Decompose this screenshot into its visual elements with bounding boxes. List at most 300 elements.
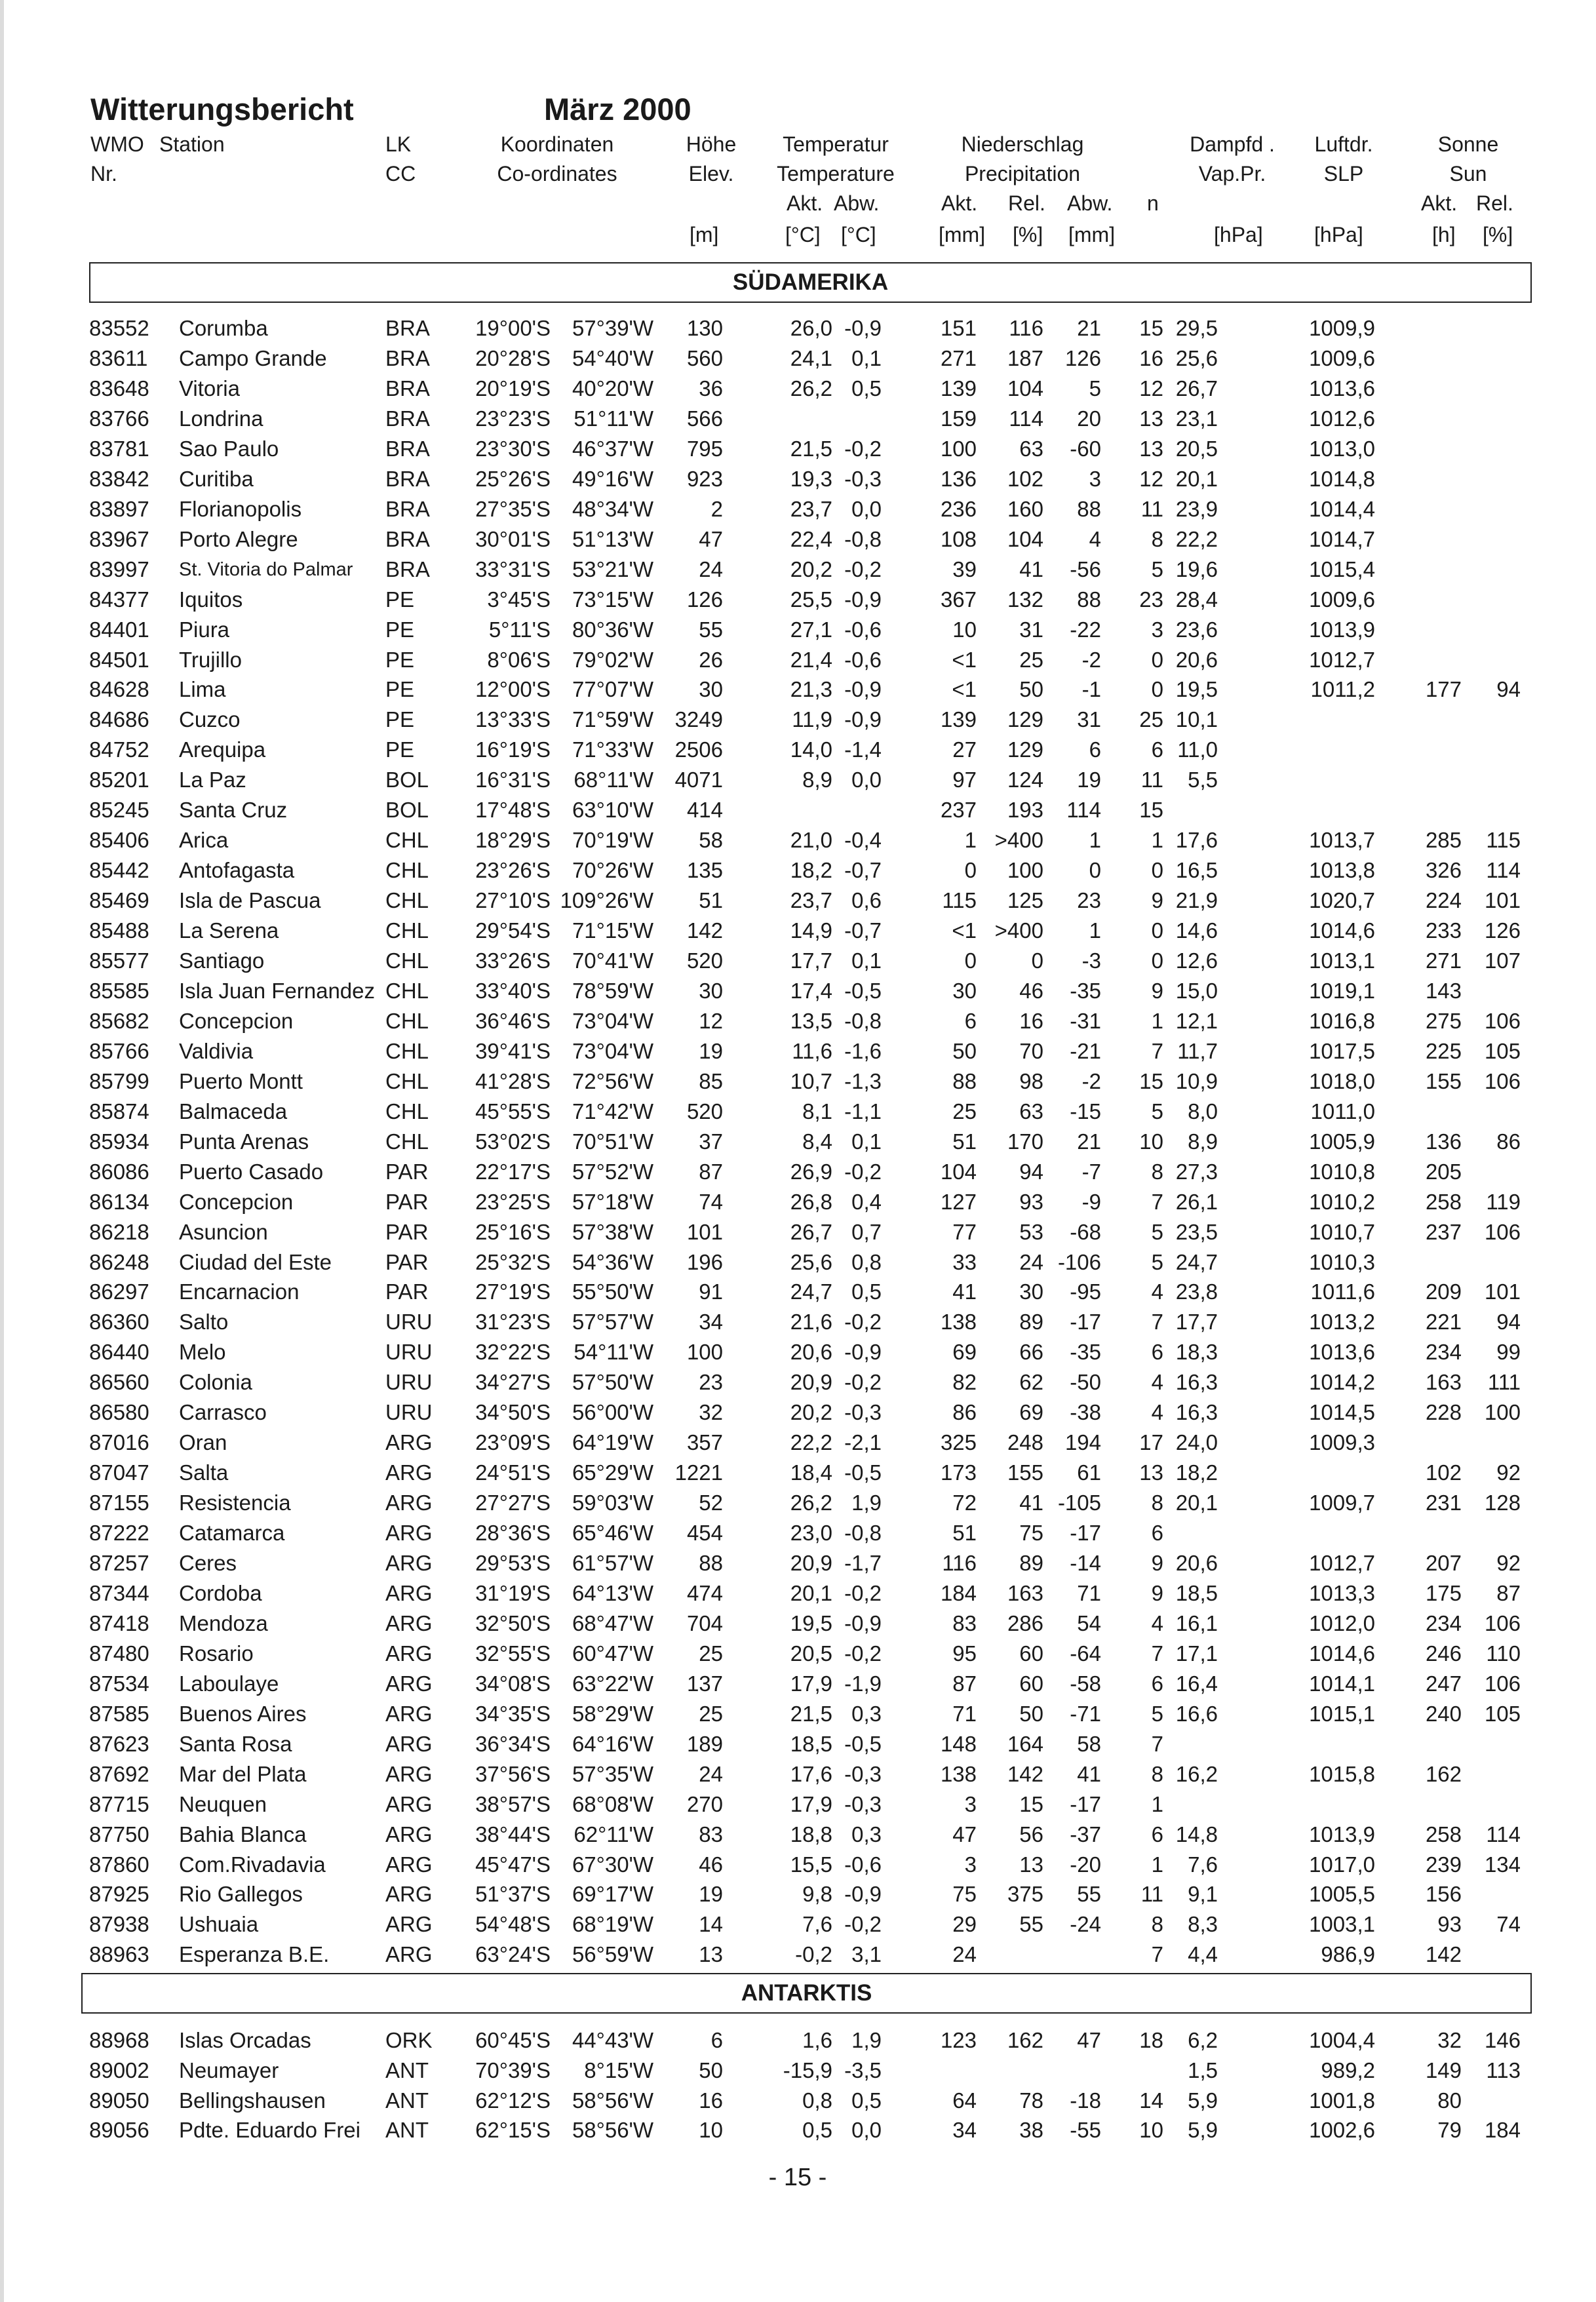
prec-akt-cell: 138 [940, 1761, 977, 1786]
temp-abw-cell: -1,4 [844, 737, 882, 762]
elevation-cell: 26 [699, 647, 723, 672]
station-name-cell: Santa Cruz [179, 798, 288, 823]
table-row [0, 1488, 1596, 1518]
table-row [0, 886, 1596, 916]
wmo-number-cell: 83781 [89, 436, 149, 461]
header-coordinates-en: Co-ordinates [497, 162, 617, 185]
elevation-cell: 357 [686, 1430, 723, 1455]
prec-akt-cell: 100 [940, 436, 977, 461]
temp-abw-cell: -1,9 [844, 1671, 882, 1696]
longitude-cell: 78°59'W [572, 978, 653, 1003]
temp-abw-cell: -0,6 [844, 1852, 882, 1877]
prec-days-cell: 4 [1151, 1400, 1163, 1425]
header-niederschlag: Niederschlag [961, 132, 1084, 156]
country-code-cell: BOL [385, 798, 429, 823]
vapour-pressure-cell: 12,1 [1175, 1008, 1218, 1033]
sea-level-pressure-cell: 1013,7 [1309, 828, 1375, 853]
station-name-cell: Florianopolis [179, 496, 302, 521]
prec-days-cell: 8 [1151, 1761, 1163, 1786]
prec-rel-cell: 164 [1007, 1731, 1043, 1756]
header-sun-rel: Rel. [1476, 191, 1513, 215]
prec-akt-cell: 108 [940, 526, 977, 551]
wmo-number-cell: 89002 [89, 2058, 149, 2082]
prec-rel-cell: 63 [1019, 436, 1043, 461]
vapour-pressure-cell: 8,9 [1188, 1129, 1218, 1154]
temp-abw-cell: -0,3 [844, 466, 882, 491]
sea-level-pressure-cell: 1005,9 [1309, 1129, 1375, 1154]
vapour-pressure-cell: 26,7 [1175, 376, 1218, 400]
sun-rel-cell: 114 [1486, 858, 1521, 883]
elevation-cell: 30 [699, 677, 723, 702]
station-name-cell: Laboulaye [179, 1671, 279, 1696]
sun-rel-cell: 126 [1484, 918, 1521, 943]
vapour-pressure-cell: 4,4 [1188, 1942, 1218, 1967]
country-code-cell: CHL [385, 1008, 429, 1033]
temp-akt-cell: 18,4 [790, 1460, 832, 1485]
elevation-cell: 30 [699, 978, 723, 1003]
table-row [0, 1127, 1596, 1157]
temp-akt-cell: 27,1 [790, 617, 832, 642]
prec-rel-cell: 124 [1007, 768, 1043, 792]
temp-abw-cell: 0,0 [851, 2118, 882, 2143]
sun-akt-cell: 207 [1425, 1550, 1462, 1575]
latitude-cell: 32°55'S [475, 1641, 551, 1666]
station-name-cell: Ciudad del Este [179, 1249, 332, 1274]
prec-rel-cell: 187 [1007, 346, 1043, 370]
longitude-cell: 67°30'W [572, 1852, 653, 1877]
country-code-cell: PAR [385, 1159, 429, 1184]
longitude-cell: 51°13'W [572, 526, 653, 551]
temp-akt-cell: 23,7 [790, 888, 832, 913]
temp-akt-cell: 11,6 [792, 1038, 832, 1063]
latitude-cell: 60°45'S [475, 2028, 551, 2052]
prec-akt-cell: 367 [940, 587, 977, 612]
sun-akt-cell: 79 [1437, 2118, 1462, 2143]
sun-rel-cell: 128 [1484, 1491, 1521, 1515]
prec-akt-cell: 88 [952, 1068, 977, 1093]
longitude-cell: 68°11'W [574, 768, 653, 792]
sun-akt-cell: 237 [1425, 1219, 1462, 1244]
sun-rel-cell: 74 [1496, 1912, 1521, 1937]
sea-level-pressure-cell: 1020,7 [1309, 888, 1375, 913]
prec-abw-cell: -56 [1070, 556, 1101, 581]
longitude-cell: 57°50'W [572, 1370, 653, 1395]
longitude-cell: 49°16'W [572, 466, 653, 491]
station-name-cell: Valdivia [179, 1038, 254, 1063]
wmo-number-cell: 88963 [89, 1942, 149, 1967]
longitude-cell: 44°43'W [572, 2028, 653, 2052]
table-row [0, 464, 1596, 494]
latitude-cell: 62°15'S [475, 2118, 551, 2143]
elevation-cell: 101 [686, 1219, 723, 1244]
header-unit-percent: [%] [1013, 223, 1043, 246]
wmo-number-cell: 87715 [89, 1791, 149, 1816]
prec-days-cell: 0 [1151, 647, 1163, 672]
prec-rel-cell: 38 [1019, 2118, 1043, 2143]
temp-abw-cell: -0,8 [844, 526, 882, 551]
prec-rel-cell: 132 [1007, 587, 1043, 612]
table-row [0, 1820, 1596, 1850]
table-row [0, 1850, 1596, 1880]
report-period: März 2000 [544, 92, 691, 127]
prec-abw-cell: 114 [1066, 798, 1101, 823]
elevation-cell: 24 [699, 556, 723, 581]
vapour-pressure-cell: 19,5 [1175, 677, 1218, 702]
prec-days-cell: 12 [1139, 466, 1163, 491]
prec-abw-cell: 194 [1064, 1430, 1101, 1455]
prec-days-cell: 8 [1151, 1159, 1163, 1184]
vapour-pressure-cell: 16,3 [1175, 1400, 1218, 1425]
station-name-cell: Arica [179, 828, 229, 853]
wmo-number-cell: 86297 [89, 1279, 149, 1304]
vapour-pressure-cell: 26,1 [1175, 1189, 1218, 1214]
elevation-cell: 4071 [674, 768, 723, 792]
prec-rel-cell: 160 [1007, 496, 1043, 521]
temp-akt-cell: 23,7 [790, 496, 832, 521]
table-row [0, 765, 1596, 795]
vapour-pressure-cell: 20,1 [1175, 1491, 1218, 1515]
sea-level-pressure-cell: 1013,6 [1309, 376, 1375, 400]
prec-akt-cell: 148 [940, 1731, 977, 1756]
vapour-pressure-cell: 18,5 [1175, 1580, 1218, 1605]
country-code-cell: ARG [385, 1822, 433, 1846]
elevation-cell: 126 [686, 587, 723, 612]
sea-level-pressure-cell: 1014,4 [1309, 496, 1375, 521]
elevation-cell: 19 [699, 1882, 723, 1907]
vapour-pressure-cell: 8,0 [1188, 1099, 1218, 1123]
elevation-cell: 88 [699, 1550, 723, 1575]
temp-akt-cell: 24,7 [790, 1279, 832, 1304]
prec-akt-cell: 29 [952, 1912, 977, 1937]
prec-abw-cell: -106 [1057, 1249, 1101, 1274]
sun-rel-cell: 105 [1484, 1038, 1521, 1063]
latitude-cell: 41°28'S [475, 1068, 551, 1093]
prec-abw-cell: 4 [1089, 526, 1101, 551]
wmo-number-cell: 87016 [89, 1430, 149, 1455]
temp-akt-cell: 13,5 [790, 1008, 832, 1033]
prec-akt-cell: 64 [952, 2088, 977, 2113]
latitude-cell: 36°34'S [475, 1731, 551, 1756]
wmo-number-cell: 84628 [89, 677, 149, 702]
report-title: Witterungsbericht [90, 92, 354, 127]
wmo-number-cell: 87692 [89, 1761, 149, 1786]
prec-abw-cell: 1 [1089, 918, 1101, 943]
temp-akt-cell: 19,3 [790, 466, 832, 491]
sea-level-pressure-cell: 1014,7 [1309, 526, 1375, 551]
country-code-cell: BRA [385, 316, 430, 340]
latitude-cell: 53°02'S [475, 1129, 551, 1154]
longitude-cell: 64°16'W [572, 1731, 653, 1756]
table-row [0, 1307, 1596, 1337]
sun-rel-cell: 92 [1496, 1550, 1521, 1575]
sea-level-pressure-cell: 1010,7 [1309, 1219, 1375, 1244]
vapour-pressure-cell: 17,7 [1175, 1310, 1218, 1335]
sun-rel-cell: 114 [1486, 1822, 1521, 1846]
latitude-cell: 34°08'S [475, 1671, 551, 1696]
prec-abw-cell: -7 [1081, 1159, 1101, 1184]
latitude-cell: 30°01'S [475, 526, 551, 551]
wmo-number-cell: 87344 [89, 1580, 149, 1605]
wmo-number-cell: 84686 [89, 707, 149, 732]
wmo-number-cell: 83897 [89, 496, 149, 521]
wmo-number-cell: 84377 [89, 587, 149, 612]
wmo-number-cell: 85799 [89, 1068, 149, 1093]
station-name-cell: Trujillo [179, 647, 242, 672]
prec-abw-cell: -15 [1070, 1099, 1101, 1123]
station-name-cell: Concepcion [179, 1189, 294, 1214]
table-row [0, 1699, 1596, 1729]
sun-akt-cell: 177 [1425, 677, 1462, 702]
country-code-cell: ARG [385, 1671, 433, 1696]
prec-rel-cell: 60 [1019, 1641, 1043, 1666]
temp-abw-cell: -1,7 [844, 1550, 882, 1575]
temp-akt-cell: 22,4 [790, 526, 832, 551]
station-name-cell: La Serena [179, 918, 279, 943]
prec-days-cell: 7 [1151, 1310, 1163, 1335]
vapour-pressure-cell: 16,5 [1175, 858, 1218, 883]
section-title: ANTARKTIS [741, 1980, 872, 2006]
sun-akt-cell: 239 [1425, 1852, 1462, 1877]
prec-abw-cell: -64 [1070, 1641, 1101, 1666]
latitude-cell: 25°26'S [475, 466, 551, 491]
vapour-pressure-cell: 11,0 [1177, 737, 1218, 762]
header-unit-h: [h] [1432, 223, 1456, 246]
latitude-cell: 13°33'S [475, 707, 551, 732]
longitude-cell: 60°47'W [572, 1641, 653, 1666]
country-code-cell: CHL [385, 888, 429, 913]
vapour-pressure-cell: 16,2 [1175, 1761, 1218, 1786]
temp-abw-cell: -0,8 [844, 1521, 882, 1545]
prec-days-cell: 13 [1139, 1460, 1163, 1485]
elevation-cell: 474 [686, 1580, 723, 1605]
sun-rel-cell: 113 [1486, 2058, 1521, 2082]
header-prec-rel: Rel. [1008, 191, 1045, 215]
header-unit-temp-abw: [°C] [841, 223, 876, 246]
country-code-cell: ORK [385, 2028, 433, 2052]
vapour-pressure-cell: 9,1 [1188, 1882, 1218, 1907]
prec-rel-cell: 24 [1019, 1249, 1043, 1274]
country-code-cell: CHL [385, 1099, 429, 1123]
wmo-number-cell: 83842 [89, 466, 149, 491]
prec-akt-cell: 159 [940, 406, 977, 431]
prec-abw-cell: 6 [1089, 737, 1101, 762]
sea-level-pressure-cell: 1015,1 [1309, 1701, 1375, 1726]
prec-days-cell: 7 [1151, 1641, 1163, 1666]
header-lk: LK [385, 132, 412, 156]
temp-abw-cell: -0,2 [844, 1641, 882, 1666]
table-row [0, 1187, 1596, 1217]
longitude-cell: 53°21'W [572, 556, 653, 581]
wmo-number-cell: 87860 [89, 1852, 149, 1877]
table-row [0, 1247, 1596, 1278]
prec-akt-cell: 87 [952, 1671, 977, 1696]
sea-level-pressure-cell: 1010,2 [1309, 1189, 1375, 1214]
temp-akt-cell: 10,7 [790, 1068, 832, 1093]
sun-akt-cell: 221 [1425, 1310, 1462, 1335]
latitude-cell: 33°31'S [475, 556, 551, 581]
latitude-cell: 70°39'S [475, 2058, 551, 2082]
sun-rel-cell: 106 [1484, 1610, 1521, 1635]
sea-level-pressure-cell: 1009,7 [1309, 1491, 1375, 1515]
prec-abw-cell: -1 [1081, 677, 1101, 702]
prec-rel-cell: 41 [1019, 556, 1043, 581]
latitude-cell: 8°06'S [487, 647, 551, 672]
sea-level-pressure-cell: 1015,8 [1309, 1761, 1375, 1786]
wmo-number-cell: 85682 [89, 1008, 149, 1033]
longitude-cell: 68°19'W [572, 1912, 653, 1937]
prec-akt-cell: 123 [940, 2028, 977, 2052]
elevation-cell: 34 [699, 1310, 723, 1335]
vapour-pressure-cell: 10,9 [1175, 1068, 1218, 1093]
vapour-pressure-cell: 11,7 [1177, 1038, 1218, 1063]
longitude-cell: 68°08'W [572, 1791, 653, 1816]
longitude-cell: 8°15'W [584, 2058, 653, 2082]
sea-level-pressure-cell: 1013,9 [1309, 617, 1375, 642]
country-code-cell: ANT [385, 2088, 429, 2113]
temp-akt-cell: 23,0 [790, 1521, 832, 1545]
wmo-number-cell: 84501 [89, 647, 149, 672]
prec-abw-cell: 5 [1089, 376, 1101, 400]
country-code-cell: ARG [385, 1882, 433, 1907]
longitude-cell: 54°11'W [574, 1340, 653, 1365]
sea-level-pressure-cell: 1009,9 [1309, 316, 1375, 340]
temp-abw-cell: -3,5 [844, 2058, 882, 2082]
table-row [0, 1940, 1596, 1970]
table-row [0, 1428, 1596, 1458]
header-nr: Nr. [90, 162, 117, 185]
prec-abw-cell: -18 [1070, 2088, 1101, 2113]
table-row [0, 434, 1596, 464]
latitude-cell: 29°54'S [475, 918, 551, 943]
table-row [0, 1277, 1596, 1307]
latitude-cell: 63°24'S [475, 1942, 551, 1967]
latitude-cell: 23°30'S [475, 436, 551, 461]
country-code-cell: ARG [385, 1791, 433, 1816]
country-code-cell: BRA [385, 496, 430, 521]
wmo-number-cell: 85469 [89, 888, 149, 913]
temp-akt-cell: 14,0 [790, 737, 832, 762]
header-sun-akt: Akt. [1421, 191, 1458, 215]
latitude-cell: 17°48'S [475, 798, 551, 823]
longitude-cell: 57°18'W [572, 1189, 653, 1214]
longitude-cell: 58°29'W [572, 1701, 653, 1726]
station-name-cell: Neumayer [179, 2058, 279, 2082]
latitude-cell: 28°36'S [475, 1521, 551, 1545]
temp-akt-cell: -0,2 [795, 1942, 832, 1967]
elevation-cell: 83 [699, 1822, 723, 1846]
elevation-cell: 270 [686, 1791, 723, 1816]
sea-level-pressure-cell: 1010,3 [1309, 1249, 1375, 1274]
vapour-pressure-cell: 25,6 [1175, 346, 1218, 370]
temp-akt-cell: 11,9 [792, 707, 832, 732]
wmo-number-cell: 86086 [89, 1159, 149, 1184]
prec-rel-cell: 0 [1031, 948, 1043, 973]
longitude-cell: 70°41'W [572, 948, 653, 973]
latitude-cell: 31°23'S [475, 1310, 551, 1335]
prec-akt-cell: 10 [952, 617, 977, 642]
longitude-cell: 71°33'W [572, 737, 653, 762]
prec-akt-cell: 325 [940, 1430, 977, 1455]
station-name-cell: Iquitos [179, 587, 243, 612]
prec-akt-cell: 25 [952, 1099, 977, 1123]
longitude-cell: 54°36'W [572, 1249, 653, 1274]
latitude-cell: 34°35'S [475, 1701, 551, 1726]
temp-akt-cell: 18,5 [790, 1731, 832, 1756]
station-name-cell: Rio Gallegos [179, 1882, 303, 1907]
latitude-cell: 54°48'S [475, 1912, 551, 1937]
prec-abw-cell: -21 [1070, 1038, 1101, 1063]
temp-abw-cell: -0,7 [844, 858, 882, 883]
country-code-cell: CHL [385, 828, 429, 853]
wmo-number-cell: 87623 [89, 1731, 149, 1756]
vapour-pressure-cell: 23,8 [1175, 1279, 1218, 1304]
prec-days-cell: 17 [1139, 1430, 1163, 1455]
prec-akt-cell: 138 [940, 1310, 977, 1335]
prec-rel-cell: 75 [1019, 1521, 1043, 1545]
sea-level-pressure-cell: 1004,4 [1309, 2028, 1375, 2052]
sea-level-pressure-cell: 1017,0 [1309, 1852, 1375, 1877]
table-row [0, 1909, 1596, 1940]
prec-days-cell: 15 [1139, 1068, 1163, 1093]
latitude-cell: 3°45'S [487, 587, 551, 612]
country-code-cell: ARG [385, 1912, 433, 1937]
station-name-cell: Isla de Pascua [179, 888, 321, 913]
country-code-cell: PAR [385, 1279, 429, 1304]
prec-days-cell: 12 [1139, 376, 1163, 400]
country-code-cell: BRA [385, 556, 430, 581]
vapour-pressure-cell: 20,6 [1175, 647, 1218, 672]
prec-akt-cell: 104 [940, 1159, 977, 1184]
prec-akt-cell: 75 [952, 1882, 977, 1907]
prec-days-cell: 18 [1139, 2028, 1163, 2052]
table-row [0, 946, 1596, 976]
vapour-pressure-cell: 17,1 [1175, 1641, 1218, 1666]
prec-days-cell: 11 [1140, 1882, 1163, 1907]
prec-akt-cell: 30 [952, 978, 977, 1003]
sun-akt-cell: 231 [1425, 1491, 1462, 1515]
latitude-cell: 27°19'S [475, 1279, 551, 1304]
prec-akt-cell: 51 [952, 1521, 977, 1545]
country-code-cell: URU [385, 1400, 433, 1425]
vapour-pressure-cell: 18,3 [1175, 1340, 1218, 1365]
temp-akt-cell: 20,6 [790, 1340, 832, 1365]
country-code-cell: PE [385, 707, 415, 732]
header-temp-abw: Abw. [834, 191, 880, 215]
prec-days-cell: 9 [1151, 1580, 1163, 1605]
station-name-cell: Bellingshausen [179, 2088, 326, 2113]
temp-akt-cell: 8,1 [802, 1099, 832, 1123]
sun-akt-cell: 163 [1425, 1370, 1462, 1395]
station-name-cell: Colonia [179, 1370, 252, 1395]
latitude-cell: 38°44'S [475, 1822, 551, 1846]
latitude-cell: 16°31'S [475, 768, 551, 792]
prec-rel-cell: 104 [1007, 376, 1043, 400]
longitude-cell: 58°56'W [572, 2088, 653, 2113]
header-cc: CC [385, 162, 416, 185]
elevation-cell: 454 [686, 1521, 723, 1545]
header-wmo: WMO [90, 132, 144, 156]
temp-abw-cell: 0,1 [851, 948, 882, 973]
table-row [0, 1639, 1596, 1669]
latitude-cell: 34°50'S [475, 1400, 551, 1425]
vapour-pressure-cell: 22,2 [1175, 526, 1218, 551]
temp-abw-cell: 0,3 [851, 1822, 882, 1846]
temp-abw-cell: -0,9 [844, 316, 882, 340]
temp-abw-cell: -0,9 [844, 1340, 882, 1365]
prec-rel-cell: 50 [1019, 1701, 1043, 1726]
header-sonne: Sonne [1437, 132, 1499, 156]
latitude-cell: 12°00'S [475, 677, 551, 702]
